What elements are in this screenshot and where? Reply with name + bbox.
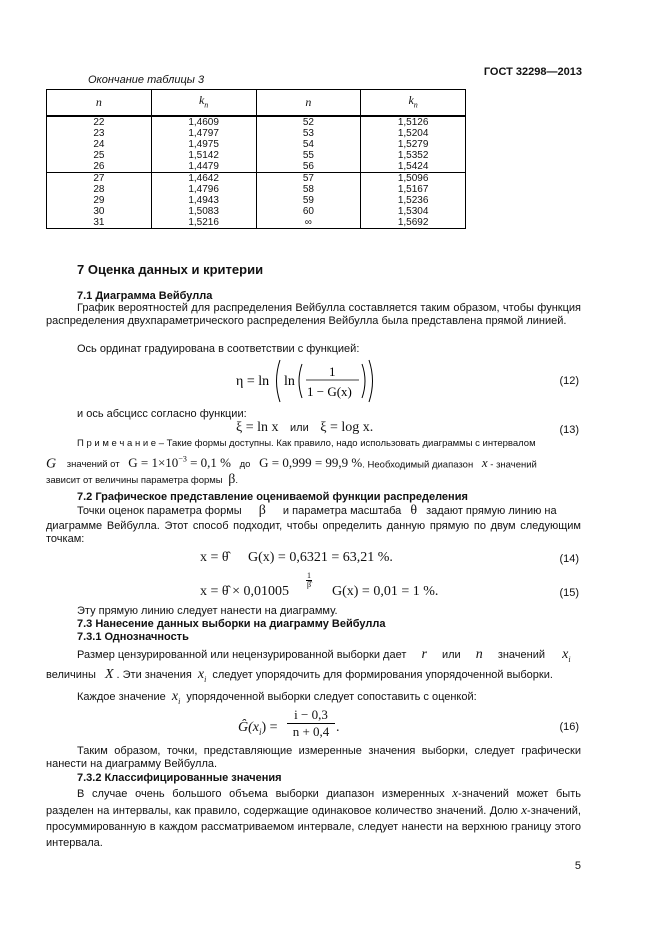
table-cell: 1,5167 bbox=[361, 184, 466, 195]
note-range: . Необходимый диапазон bbox=[362, 459, 474, 471]
eq16-denominator: n + 0,4 bbox=[287, 723, 335, 740]
s72-text-a: Точки оценок параметра формы bbox=[77, 505, 242, 517]
table-cell: 1,4797 bbox=[151, 128, 256, 139]
paragraph-7-3-1-line-4: Таким образом, точки, представляющие измеренные значения выборки, следует графически нанести на диаграмму Вейбулла. bbox=[46, 745, 581, 770]
s731-text-b: величины bbox=[46, 669, 96, 681]
table-cell: 1,5692 bbox=[361, 217, 466, 229]
table-cell: 1,5304 bbox=[361, 206, 466, 217]
equation-16-number: (16) bbox=[559, 721, 579, 733]
table-cell: 58 bbox=[256, 184, 361, 195]
paragraph-7-1-1: График вероятностей для распределения Вейбулла составляется таким образом, чтобы функция распределения двухпараметрического распределения Вейбулла была представлена прямой линией. bbox=[46, 302, 581, 327]
table-cell: 1,5279 bbox=[361, 139, 466, 150]
note-line-3 bbox=[46, 472, 238, 488]
paragraph-7-3-1-line-2 bbox=[46, 668, 553, 686]
s731-n: n bbox=[475, 647, 483, 662]
s731-vals: значений bbox=[497, 649, 546, 661]
s731-xi-2: $x_i$ bbox=[197, 667, 207, 684]
paragraph-7-1-3: и ось абсцисс согласно функции: bbox=[77, 408, 247, 420]
table-cell: 24 bbox=[47, 139, 152, 150]
s731-r: r bbox=[421, 647, 427, 662]
note-range2: - значений bbox=[490, 459, 537, 471]
paragraph-7-1-2: Ось ординат градуирована в соответствии с функцией: bbox=[77, 343, 360, 355]
table-cell: 60 bbox=[256, 206, 361, 217]
equation-12-graphic bbox=[236, 356, 376, 406]
table-cell: 52 bbox=[256, 116, 361, 128]
s72-text-b: и параметра масштаба bbox=[282, 505, 402, 517]
table-cell: 1,5126 bbox=[361, 116, 466, 128]
eq12-paren-right-inner bbox=[362, 364, 365, 398]
eq12-denominator: 1 − G(x) bbox=[307, 384, 352, 399]
subsection-7-3-title: 7.3 Нанесение данных выборки на диаграмму Вейбулла bbox=[77, 618, 386, 630]
paragraph-7-2-2: Эту прямую линию следует нанести на диаграмму. bbox=[77, 605, 338, 617]
eq16-lhs-text: Ĝ(x bbox=[238, 720, 259, 735]
eq14-dot: . bbox=[389, 550, 393, 565]
table-cell: 55 bbox=[256, 150, 361, 161]
s72-theta: θ bbox=[410, 503, 418, 518]
header-kn-2: $k_n$ bbox=[361, 90, 466, 117]
s731-xi-3: $x_i$ bbox=[171, 689, 181, 706]
table-row bbox=[47, 139, 466, 150]
paragraph-7-3-1-line-1 bbox=[77, 648, 582, 666]
s732-text-c: -значений, просуммированную в каждом рассматриваемом интервале, следует нанести на верхнюю границу этого интервала. bbox=[46, 805, 581, 849]
equation-16-fraction bbox=[287, 707, 335, 740]
table-cell: 1,5352 bbox=[361, 150, 466, 161]
note-beta: β bbox=[228, 472, 236, 487]
note-text: – Такие формы доступны. Как правило, надо использовать диаграммы с интервалом bbox=[156, 438, 536, 449]
subsection-7-1-title: 7.1 Диаграмма Вейбулла bbox=[77, 290, 213, 302]
eq16-numerator: i − 0,3 bbox=[294, 707, 328, 722]
table-row bbox=[47, 128, 466, 139]
equation-12 bbox=[236, 356, 376, 406]
eq13-or: или bbox=[290, 422, 309, 434]
s732-text-a: В случае очень большого объема выборки диапазон измеренных bbox=[77, 788, 445, 800]
s731-or: или bbox=[441, 649, 461, 661]
note-label: П р и м е ч а н и е bbox=[77, 438, 157, 449]
header-kn-1: $k_n$ bbox=[151, 90, 256, 117]
table-cell: ∞ bbox=[256, 217, 361, 229]
table-row bbox=[47, 184, 466, 195]
coefficients-table bbox=[46, 89, 466, 229]
table-cell: 1,5142 bbox=[151, 150, 256, 161]
subsection-7-2-title: 7.2 Графическое представление оцениваемой функции распределения bbox=[77, 491, 468, 503]
note-line3-text: зависит от величины параметра формы bbox=[46, 475, 223, 486]
table-cell: 56 bbox=[256, 161, 361, 173]
table-cell: 1,4479 bbox=[151, 161, 256, 173]
s731-text-c: . Эти значения bbox=[116, 669, 192, 681]
eq12-ln: ln bbox=[284, 374, 295, 389]
eq13-log: ξ = log x bbox=[320, 420, 370, 435]
table-cell: 53 bbox=[256, 128, 361, 139]
s731-text-a: Размер цензурированной или нецензурированной выборки дает bbox=[77, 649, 407, 661]
table-cell: 57 bbox=[256, 173, 361, 185]
equation-14 bbox=[200, 550, 229, 566]
table-cell: 1,4796 bbox=[151, 184, 256, 195]
table-cell: 1,5204 bbox=[361, 128, 466, 139]
table-cell: 1,5096 bbox=[361, 173, 466, 185]
equation-15b bbox=[332, 584, 438, 600]
s731-text-e: Каждое значение bbox=[77, 691, 166, 703]
s72-beta: β bbox=[258, 503, 266, 518]
eq14-a: x = θ̂ bbox=[200, 550, 229, 565]
eq16-lhs-end: ) = bbox=[261, 720, 278, 735]
subsection-7-3-2-title: 7.3.2 Классифицированные значения bbox=[77, 772, 282, 784]
table-row bbox=[47, 195, 466, 206]
table-cell: 1,5216 bbox=[151, 217, 256, 229]
header-n-2: n bbox=[256, 90, 361, 117]
header-n-1: n bbox=[47, 90, 152, 117]
table-cell: 1,5236 bbox=[361, 195, 466, 206]
paragraph-7-3-1-line-3 bbox=[77, 690, 477, 708]
note-to: до bbox=[239, 459, 251, 471]
eq15-exp-den: β̂ bbox=[307, 580, 312, 589]
table-cell: 31 bbox=[47, 217, 152, 229]
s731-text-f: упорядоченной выборки следует сопоставить с оценкой: bbox=[186, 691, 477, 703]
table-cell: 25 bbox=[47, 150, 152, 161]
table-header-row bbox=[47, 90, 466, 117]
equation-14-number: (14) bbox=[559, 553, 579, 565]
table-row bbox=[47, 116, 466, 128]
s731-text-d: следует упорядочить для формирования упорядоченной выборки. bbox=[212, 669, 553, 681]
table-row bbox=[47, 161, 466, 173]
eq13-ln: ξ = ln x bbox=[236, 420, 279, 435]
eq12-paren-right-outer bbox=[369, 360, 373, 402]
table-cell: 1,4642 bbox=[151, 173, 256, 185]
equation-13-number: (13) bbox=[559, 424, 579, 436]
note-x: x bbox=[481, 455, 488, 471]
paragraph-7-2-1-line-2: диаграмме Вейбулла. Этот способ подходит, чтобы определить данную прямую по двум следующим точкам: bbox=[46, 520, 581, 545]
s731-X: X bbox=[104, 667, 114, 682]
note-dot: . bbox=[235, 475, 239, 486]
table-row bbox=[47, 217, 466, 229]
eq12-paren-left-inner bbox=[299, 364, 302, 398]
table-cell: 1,4609 bbox=[151, 116, 256, 128]
subsection-7-3-1-title: 7.3.1 Однозначность bbox=[77, 631, 189, 643]
table-cell: 22 bbox=[47, 116, 152, 128]
eq16-lhs-sub: i bbox=[259, 726, 262, 737]
equation-16-lhs bbox=[238, 720, 278, 737]
table-cell: 1,5424 bbox=[361, 161, 466, 173]
table-cell: 26 bbox=[47, 161, 152, 173]
table-cell: 59 bbox=[256, 195, 361, 206]
table-cell: 1,4943 bbox=[151, 195, 256, 206]
s731-xi: $x_i$ bbox=[562, 647, 571, 664]
table-cell: 54 bbox=[256, 139, 361, 150]
equation-12-number: (12) bbox=[559, 375, 579, 387]
s732-x-2: x bbox=[521, 802, 528, 817]
eq16-dot: . bbox=[336, 720, 340, 735]
s732-text-b: -значений может быть разделен на интервалы, как правило, содержащие одинаковое количество значений. Долю bbox=[46, 788, 581, 817]
eq12-numerator: 1 bbox=[329, 364, 336, 379]
eq14-b: G(x) = 0,6321 = 63,21 % bbox=[248, 550, 390, 565]
table-row bbox=[47, 150, 466, 161]
eq15-a: x = θ̂ × 0,01005 bbox=[200, 584, 289, 599]
eq12-paren-left-outer bbox=[277, 360, 281, 402]
table-cell: 27 bbox=[47, 173, 152, 185]
eq15-exp-num: 1 bbox=[307, 571, 312, 580]
table-cell: 23 bbox=[47, 128, 152, 139]
note-line-1 bbox=[77, 438, 582, 449]
equation-15-number: (15) bbox=[559, 587, 579, 599]
table-cell: 1,4975 bbox=[151, 139, 256, 150]
equation-15 bbox=[200, 584, 289, 600]
table-cell: 29 bbox=[47, 195, 152, 206]
equation-13 bbox=[236, 420, 373, 436]
note-line-2 bbox=[46, 455, 582, 472]
paragraph-7-3-2 bbox=[46, 785, 581, 851]
page-number: 5 bbox=[574, 860, 581, 872]
eq12-lhs: η = ln bbox=[236, 374, 270, 389]
note-g1: $G = 1\times 10^{-3} = 0,1$ % bbox=[128, 455, 231, 471]
eq13-dot: . bbox=[369, 420, 374, 435]
paragraph-7-2-1-line-1 bbox=[77, 504, 582, 518]
table-cell: 30 bbox=[47, 206, 152, 217]
section-title: 7 Оценка данных и критерии bbox=[77, 262, 264, 277]
note-from: значений от bbox=[66, 459, 120, 471]
standard-number: ГОСТ 32298—2013 bbox=[483, 66, 582, 78]
s732-x: x bbox=[452, 785, 459, 800]
s72-text-c: задают прямую линию на bbox=[426, 505, 557, 517]
eq15-b: G(x) = 0,01 = 1 % bbox=[332, 584, 435, 599]
eq15-dot: . bbox=[434, 584, 439, 599]
table-row bbox=[47, 173, 466, 185]
table-caption: Окончание таблицы 3 bbox=[88, 74, 205, 86]
table-cell: 28 bbox=[47, 184, 152, 195]
eq15-exponent bbox=[306, 572, 312, 589]
note-g2: G = 0,999 = 99,9 % bbox=[259, 455, 363, 471]
equation-14b bbox=[248, 550, 393, 566]
table-row bbox=[47, 206, 466, 217]
table-body bbox=[47, 116, 466, 229]
table-cell: 1,5083 bbox=[151, 206, 256, 217]
note-G: G bbox=[46, 456, 57, 472]
